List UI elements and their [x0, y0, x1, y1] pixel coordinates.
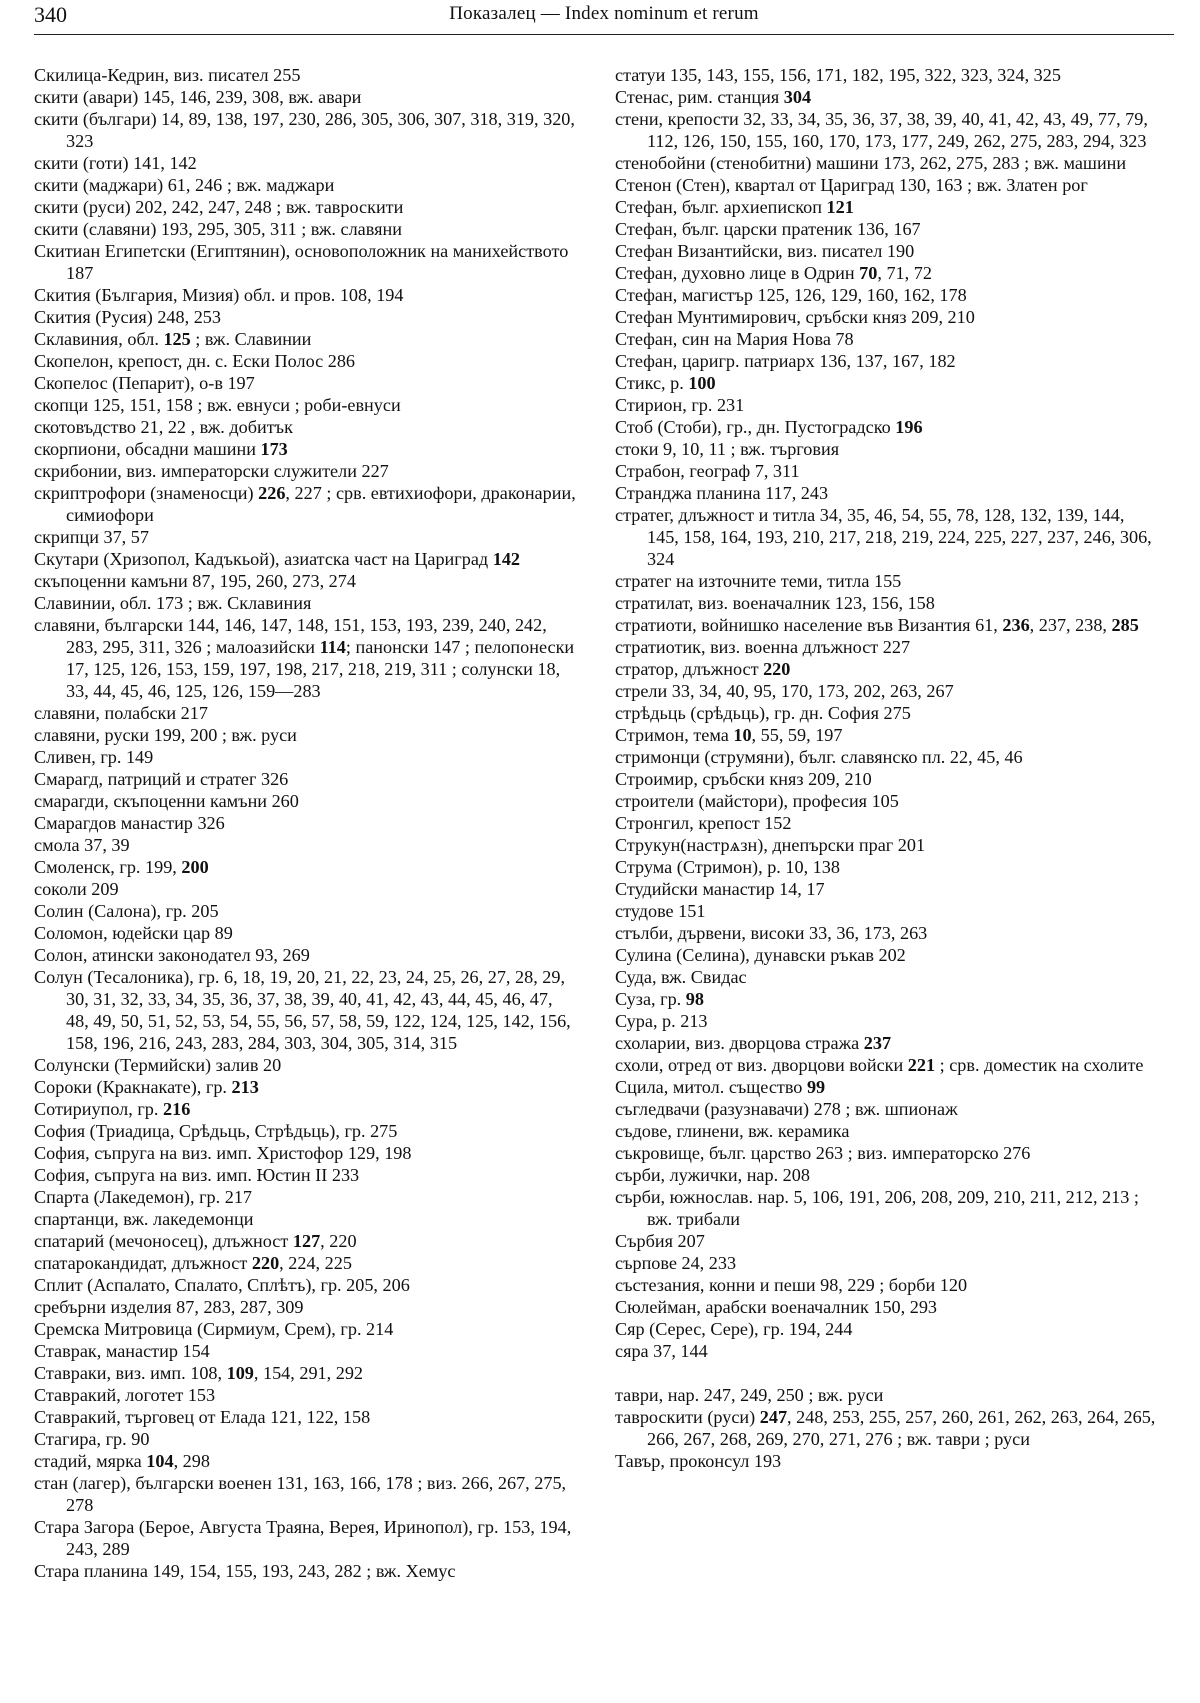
entry-page-ref-bold: 70	[859, 263, 878, 283]
index-entry	[34, 1406, 579, 1428]
entry-page-ref-bold: 127	[292, 1231, 321, 1251]
entry-page-ref-bold: 196	[895, 417, 923, 437]
index-column-left	[34, 64, 579, 1582]
entry-text: Страбон, географ 7, 311	[615, 461, 800, 481]
entry-text: стратиоти, войнишко население във Византия 61,	[615, 615, 1003, 635]
entry-text: , 154, 291, 292	[253, 1363, 364, 1383]
index-entry	[34, 1274, 579, 1296]
entry-text: Солун (Тесалоника), гр. 6, 18, 19, 20, 21, 22, 23, 24, 25, 26, 27, 28, 29, 30, 31, 32, 33, 34, 35, 36, 37, 38, 39, 40, 41, 42, 43, 44, 45, 46, 47, 48, 49, 50, 51, 52, 53, 54, 55, 56, 57, 58, 59, 122, 124, 125, 142, 156, 158, 196, 216, 243, 283, 284, 303, 304, 305, 314, 315	[34, 967, 571, 1053]
entry-text: Сюлейман, арабски военачалник 150, 293	[615, 1297, 938, 1317]
index-entry	[34, 1340, 579, 1362]
index-entry	[34, 350, 579, 372]
index-entry	[34, 702, 579, 724]
entry-text: Стефан, царигр. патриарх 136, 137, 167, 182	[615, 351, 956, 371]
entry-text: сърпове 24, 233	[615, 1253, 737, 1273]
index-entry	[34, 438, 579, 460]
entry-text: , 224, 225	[279, 1253, 352, 1273]
index-column-right	[615, 64, 1160, 1472]
index-entry	[34, 394, 579, 416]
index-entry	[34, 548, 579, 570]
index-entry	[34, 592, 579, 614]
entry-text: скрибонии, виз. императорски служители 227	[34, 461, 389, 481]
entry-text: Сливен, гр. 149	[34, 747, 154, 767]
entry-text: Сяр (Серес, Сере), гр. 194, 244	[615, 1319, 853, 1339]
entry-page-ref-bold: 285	[1111, 615, 1139, 635]
entry-text: схоларии, виз. дворцова стража	[615, 1033, 864, 1053]
entry-text: съкровище, бълг. царство 263 ; виз. императорско 276	[615, 1143, 1031, 1163]
entry-text: Струкун(настрѧзн), днепърски праг 201	[615, 835, 926, 855]
index-entry	[34, 966, 579, 1054]
index-entry	[615, 614, 1160, 636]
index-entry	[615, 1450, 1160, 1472]
entry-text: Сърбия 207	[615, 1231, 705, 1251]
index-entry	[615, 328, 1160, 350]
entry-text: смарагди, скъпоценни камъни 260	[34, 791, 299, 811]
index-entry	[615, 1098, 1160, 1120]
entry-text: Стефан Византийски, виз. писател 190	[615, 241, 915, 261]
entry-text: Суза, гр.	[615, 989, 686, 1009]
entry-text: стоки 9, 10, 11 ; вж. търговия	[615, 439, 840, 459]
index-entry	[615, 944, 1160, 966]
index-entry	[34, 460, 579, 482]
index-entry	[615, 1186, 1160, 1230]
index-entry	[615, 658, 1160, 680]
entry-text: скити (готи) 141, 142	[34, 153, 197, 173]
index-entry	[615, 438, 1160, 460]
entry-text: Скопелос (Пепарит), о-в 197	[34, 373, 255, 393]
index-entry	[615, 152, 1160, 174]
index-entry	[615, 1142, 1160, 1164]
index-entry	[34, 64, 579, 86]
entry-text: стратилат, виз. военачалник 123, 156, 158	[615, 593, 935, 613]
entry-text: Скития (Русия) 248, 253	[34, 307, 221, 327]
index-entry	[34, 834, 579, 856]
index-entry	[615, 1340, 1160, 1362]
entry-text: Строимир, сръбски княз 209, 210	[615, 769, 872, 789]
index-entry	[34, 1296, 579, 1318]
entry-text: Сцила, митол. същество	[615, 1077, 807, 1097]
index-entry	[34, 790, 579, 812]
entry-text: Стефан Мунтимирович, сръбски княз 209, 210	[615, 307, 975, 327]
entry-page-ref-bold: 247	[759, 1407, 788, 1427]
index-entry	[34, 1560, 579, 1582]
entry-text: Скилица-Кедрин, виз. писател 255	[34, 65, 301, 85]
index-entry	[615, 108, 1160, 152]
index-entry	[615, 900, 1160, 922]
index-entry	[34, 1472, 579, 1516]
entry-page-ref-bold: 142	[492, 549, 520, 569]
entry-text: скити (славяни) 193, 295, 305, 311 ; вж. славяни	[34, 219, 402, 239]
index-entry	[615, 218, 1160, 240]
index-entry	[34, 240, 579, 284]
index-entry	[34, 1516, 579, 1560]
index-entry	[615, 1120, 1160, 1142]
entry-text: студове 151	[615, 901, 706, 921]
index-entry	[615, 482, 1160, 504]
index-entry	[34, 174, 579, 196]
entry-text: Стефан, духовно лице в Одрин	[615, 263, 860, 283]
entry-text: Струма (Стримон), р. 10, 138	[615, 857, 840, 877]
entry-page-ref-bold: 173	[260, 439, 288, 459]
entry-text: Стенон (Стен), квартал от Цариград 130, 163 ; вж. Златен рог	[615, 175, 1088, 195]
entry-text: Стенас, рим. станция	[615, 87, 784, 107]
entry-text: скити (авари) 145, 146, 239, 308, вж. авари	[34, 87, 362, 107]
index-entry	[615, 1252, 1160, 1274]
entry-page-ref-bold: 109	[226, 1363, 254, 1383]
entry-text: Стримон, тема	[615, 725, 734, 745]
entry-text: , 55, 59, 197	[751, 725, 843, 745]
entry-text: скопци 125, 151, 158 ; вж. евнуси ; роби-евнуси	[34, 395, 401, 415]
entry-text: София, съпруга на виз. имп. Юстин II 233	[34, 1165, 360, 1185]
entry-text: Студийски манастир 14, 17	[615, 879, 825, 899]
entry-text: скити (българи) 14, 89, 138, 197, 230, 286, 305, 306, 307, 318, 319, 320, 323	[34, 109, 575, 151]
entry-text: съдове, глинени, вж. керамика	[615, 1121, 850, 1141]
entry-text: Стара планина 149, 154, 155, 193, 243, 282 ; вж. Хемус	[34, 1561, 456, 1581]
entry-text: славяни, руски 199, 200 ; вж. руси	[34, 725, 297, 745]
index-entry	[615, 988, 1160, 1010]
entry-text: Стронгил, крепост 152	[615, 813, 792, 833]
entry-page-ref-bold: 220	[251, 1253, 280, 1273]
index-entry	[34, 614, 579, 702]
entry-text: скъпоценни камъни 87, 195, 260, 273, 274	[34, 571, 356, 591]
index-entry	[615, 1296, 1160, 1318]
entry-text: Стара Загора (Берое, Августа Траяна, Верея, Иринопол), гр. 153, 194, 243, 289	[34, 1517, 572, 1559]
index-entry	[615, 1054, 1160, 1076]
entry-text: Смарагдов манастир 326	[34, 813, 225, 833]
entry-text: Солин (Салона), гр. 205	[34, 901, 219, 921]
entry-text: стратег на източните теми, титла 155	[615, 571, 902, 591]
entry-text: , 237, 238,	[1029, 615, 1112, 635]
entry-page-ref-bold: 221	[907, 1055, 936, 1075]
index-entry	[615, 1230, 1160, 1252]
index-entry	[615, 570, 1160, 592]
entry-text: спатарий (мечоносец), длъжност	[34, 1231, 293, 1251]
entry-text: Стоб (Стоби), гр., дн. Пустоградско	[615, 417, 896, 437]
entry-text: спатарокандидат, длъжност	[34, 1253, 252, 1273]
index-entry	[615, 416, 1160, 438]
entry-text: стрѣдьць (срѣдьць), гр. дн. София 275	[615, 703, 911, 723]
entry-text: Соломон, юдейски цар 89	[34, 923, 233, 943]
entry-text: сяра 37, 144	[615, 1341, 708, 1361]
index-entry	[615, 64, 1160, 86]
page-number: 340	[34, 2, 67, 27]
entry-text: Стефан, бълг. царски пратеник 136, 167	[615, 219, 921, 239]
index-entry	[34, 1164, 579, 1186]
entry-page-ref-bold: 220	[763, 659, 791, 679]
index-entry	[615, 768, 1160, 790]
index-entry	[615, 1032, 1160, 1054]
entry-page-ref-bold: 237	[863, 1033, 892, 1053]
index-entry	[615, 372, 1160, 394]
index-entry	[34, 108, 579, 152]
index-entry	[615, 350, 1160, 372]
index-entry	[34, 1318, 579, 1340]
entry-text: , 220	[320, 1231, 357, 1251]
index-entry	[615, 790, 1160, 812]
entry-text: ; срв. доместик на схолите	[935, 1055, 1144, 1075]
index-entry	[34, 746, 579, 768]
index-entry	[615, 1318, 1160, 1340]
entry-text: Стефан, бълг. архиепископ	[615, 197, 827, 217]
entry-text: Сороки (Кракнакате), гр.	[34, 1077, 232, 1097]
entry-text: Славинии, обл. 173 ; вж. Склавиния	[34, 593, 312, 613]
index-entry	[34, 526, 579, 548]
entry-text: стан (лагер), български военен 131, 163, 166, 178 ; виз. 266, 267, 275, 278	[34, 1473, 567, 1515]
entry-text: ; панонски 147 ; пелопонески 17, 125, 126, 153, 159, 197, 198, 217, 218, 219, 311 ; солунски 18, 33, 44, 45, 46, 125, 126, 159—283	[66, 637, 575, 701]
entry-text: съгледвачи (разузнавачи) 278 ; вж. шпионаж	[615, 1099, 958, 1119]
entry-text: Ставраки, виз. имп. 108,	[34, 1363, 227, 1383]
index-entry	[615, 856, 1160, 878]
index-entry	[34, 1208, 579, 1230]
entry-text: Сплит (Аспалато, Спалато, Сплѣтъ), гр. 205, 206	[34, 1275, 410, 1295]
index-entry	[615, 702, 1160, 724]
index-entry	[615, 1274, 1160, 1296]
entry-text: Стефан, магистър 125, 126, 129, 160, 162, 178	[615, 285, 967, 305]
entry-text: стрели 33, 34, 40, 95, 170, 173, 202, 263, 267	[615, 681, 954, 701]
index-entry	[615, 1010, 1160, 1032]
entry-text: Склавиния, обл.	[34, 329, 164, 349]
index-entry	[615, 834, 1160, 856]
entry-text: Скитиан Египетски (Египтянин), основоположник на манихейството 187	[34, 241, 569, 283]
index-entry	[615, 680, 1160, 702]
entry-text: Сура, р. 213	[615, 1011, 708, 1031]
entry-text: Скития (България, Мизия) обл. и пров. 108, 194	[34, 285, 404, 305]
index-entry	[615, 746, 1160, 768]
index-entry	[615, 86, 1160, 108]
index-entry	[34, 1252, 579, 1274]
index-entry	[615, 878, 1160, 900]
index-entry	[34, 372, 579, 394]
index-entry	[34, 1186, 579, 1208]
entry-text: скити (руси) 202, 242, 247, 248 ; вж. тавроскити	[34, 197, 404, 217]
index-entry	[34, 152, 579, 174]
index-entry	[34, 1230, 579, 1252]
entry-text: стенобойни (стенобитни) машини 173, 262, 275, 283 ; вж. машини	[615, 153, 1127, 173]
entry-text: Сремска Митровица (Сирмиум, Срем), гр. 214	[34, 1319, 394, 1339]
entry-text: стратор, длъжност	[615, 659, 764, 679]
index-entry	[34, 1120, 579, 1142]
index-entry	[615, 592, 1160, 614]
index-entry	[34, 1142, 579, 1164]
entry-text: Сулина (Селина), дунавски ръкав 202	[615, 945, 906, 965]
index-entry	[615, 812, 1160, 834]
index-entry	[34, 1384, 579, 1406]
entry-text: стадий, мярка	[34, 1451, 147, 1471]
entry-text: славяни, полабски 217	[34, 703, 208, 723]
entry-page-ref-bold: 104	[146, 1451, 174, 1471]
entry-page-ref-bold: 216	[163, 1099, 191, 1119]
index-entry	[34, 416, 579, 438]
index-entry	[615, 922, 1160, 944]
entry-text: Скопелон, крепост, дн. с. Ески Полос 286	[34, 351, 356, 371]
entry-page-ref-bold: 99	[806, 1077, 826, 1097]
entry-text: сребърни изделия 87, 283, 287, 309	[34, 1297, 304, 1317]
section-gap	[615, 1362, 1160, 1384]
entry-text: соколи 209	[34, 879, 119, 899]
entry-text: схоли, отред от виз. дворцови войски	[615, 1055, 908, 1075]
entry-text: скити (маджари) 61, 246 ; вж. маджари	[34, 175, 335, 195]
index-entry	[34, 900, 579, 922]
entry-page-ref-bold: 10	[733, 725, 752, 745]
index-entry	[34, 328, 579, 350]
index-entry	[34, 944, 579, 966]
entry-text: Ставракий, логотет 153	[34, 1385, 216, 1405]
entry-text: строители (майстори), професия 105	[615, 791, 899, 811]
entry-text: Тавър, проконсул 193	[615, 1451, 782, 1471]
entry-text: скотовъдство 21, 22 , вж. добитък	[34, 417, 293, 437]
index-entry	[34, 1428, 579, 1450]
entry-text: сърби, лужички, нар. 208	[615, 1165, 810, 1185]
index-entry	[615, 636, 1160, 658]
index-entry	[615, 1384, 1160, 1406]
index-entry	[615, 460, 1160, 482]
entry-text: Смарагд, патриций и стратег 326	[34, 769, 289, 789]
entry-text: тавроскити (руси)	[615, 1407, 760, 1427]
entry-text: , 227 ; срв. евтихиофори, драконарии, симиофори	[66, 483, 576, 525]
entry-text: , 298	[173, 1451, 210, 1471]
index-entry	[34, 724, 579, 746]
entry-text: статуи 135, 143, 155, 156, 171, 182, 195, 322, 323, 324, 325	[615, 65, 1061, 85]
entry-text: Стагира, гр. 90	[34, 1429, 150, 1449]
entry-text: Солон, атински законодател 93, 269	[34, 945, 310, 965]
entry-text: стълби, дървени, високи 33, 36, 173, 263	[615, 923, 928, 943]
entry-text: ; вж. Славинии	[190, 329, 312, 349]
index-entry	[34, 878, 579, 900]
index-entry	[34, 86, 579, 108]
index-entry	[615, 966, 1160, 988]
entry-text: София, съпруга на виз. имп. Христофор 129, 198	[34, 1143, 412, 1163]
entry-text: славяни, български 144, 146, 147, 148, 151, 153, 193, 239, 240, 242, 283, 295, 311, 326 ; малоазийски	[34, 615, 547, 657]
entry-page-ref-bold: 200	[181, 857, 209, 877]
index-entry	[34, 482, 579, 526]
index-entry	[615, 1076, 1160, 1098]
index-entry	[615, 284, 1160, 306]
index-entry	[34, 856, 579, 878]
index-entry	[34, 1450, 579, 1472]
entry-page-ref-bold: 304	[783, 87, 812, 107]
entry-text: , 248, 253, 255, 257, 260, 261, 262, 263, 264, 265, 266, 267, 268, 269, 270, 271, 276 ; вж. таври ; руси	[647, 1407, 1156, 1449]
entry-text: Спарта (Лакедемон), гр. 217	[34, 1187, 253, 1207]
index-entry	[34, 1362, 579, 1384]
entry-text: стратиотик, виз. военна длъжност 227	[615, 637, 911, 657]
index-entry	[34, 284, 579, 306]
entry-text: скорпиони, обсадни машини	[34, 439, 261, 459]
entry-text: стратег, длъжност и титла 34, 35, 46, 54, 55, 78, 128, 132, 139, 144, 145, 158, 164, 193, 210, 217, 218, 219, 224, 225, 227, 237, 246, 306, 324	[615, 505, 1152, 569]
index-entry	[615, 724, 1160, 746]
index-entry	[615, 504, 1160, 570]
index-entry	[34, 768, 579, 790]
index-entry	[34, 1076, 579, 1098]
index-entry	[34, 570, 579, 592]
entry-text: смола 37, 39	[34, 835, 130, 855]
entry-text: стримонци (струмяни), бълг. славянско пл. 22, 45, 46	[615, 747, 1023, 767]
page-header	[34, 0, 1174, 35]
entry-text: Суда, вж. Свидас	[615, 967, 747, 987]
index-entry	[615, 262, 1160, 284]
entry-text: , 71, 72	[877, 263, 932, 283]
index-entry	[34, 812, 579, 834]
entry-page-ref-bold: 125	[163, 329, 191, 349]
index-entry	[34, 1098, 579, 1120]
index-entry	[615, 196, 1160, 218]
index-entry	[34, 922, 579, 944]
entry-text: скриптрофори (знаменосци)	[34, 483, 259, 503]
entry-page-ref-bold: 100	[688, 373, 716, 393]
entry-page-ref-bold: 213	[231, 1077, 259, 1097]
entry-text: състезания, конни и пеши 98, 229 ; борби 120	[615, 1275, 968, 1295]
index-entry	[615, 174, 1160, 196]
index-entry	[615, 1164, 1160, 1186]
entry-text: Солунски (Термийски) залив 20	[34, 1055, 282, 1075]
entry-text: скрипци 37, 57	[34, 527, 149, 547]
index-entry	[615, 1406, 1160, 1450]
index-entry	[34, 196, 579, 218]
entry-text: стени, крепости 32, 33, 34, 35, 36, 37, 38, 39, 40, 41, 42, 43, 49, 77, 79, 112, 126, 150, 155, 160, 170, 173, 177, 249, 262, 275, 283, 294, 323	[615, 109, 1148, 151]
entry-text: Странджа планина 117, 243	[615, 483, 829, 503]
entry-text: Стефан, син на Мария Нова 78	[615, 329, 854, 349]
entry-page-ref-bold: 226	[258, 483, 286, 503]
entry-text: София (Триадица, Срѣдьць, Стрѣдьць), гр. 275	[34, 1121, 398, 1141]
index-entry	[34, 306, 579, 328]
entry-text: Смоленск, гр. 199,	[34, 857, 182, 877]
entry-text: Скутари (Хризопол, Кадъкьой), азиатска част на Цариград	[34, 549, 493, 569]
entry-text: таври, нар. 247, 249, 250 ; вж. руси	[615, 1385, 884, 1405]
index-entry	[34, 1054, 579, 1076]
entry-text: Ставрак, манастир 154	[34, 1341, 210, 1361]
entry-text: Сотириупол, гр.	[34, 1099, 163, 1119]
entry-page-ref-bold: 236	[1002, 615, 1030, 635]
index-entry	[34, 218, 579, 240]
index-entry	[615, 394, 1160, 416]
entry-page-ref-bold: 114	[319, 637, 346, 657]
entry-page-ref-bold: 98	[685, 989, 704, 1009]
running-title: Показалец — Index nominum et rerum	[449, 3, 759, 24]
entry-text: Ставракий, търговец от Елада 121, 122, 158	[34, 1407, 371, 1427]
entry-text: Стирион, гр. 231	[615, 395, 745, 415]
index-entry	[615, 306, 1160, 328]
entry-text: сърби, южнослав. нар. 5, 106, 191, 206, 208, 209, 210, 211, 212, 213 ; вж. трибали	[615, 1187, 1139, 1229]
index-entry	[615, 240, 1160, 262]
entry-page-ref-bold: 121	[826, 197, 854, 217]
entry-text: спартанци, вж. лакедемонци	[34, 1209, 254, 1229]
entry-text: Стикс, р.	[615, 373, 689, 393]
